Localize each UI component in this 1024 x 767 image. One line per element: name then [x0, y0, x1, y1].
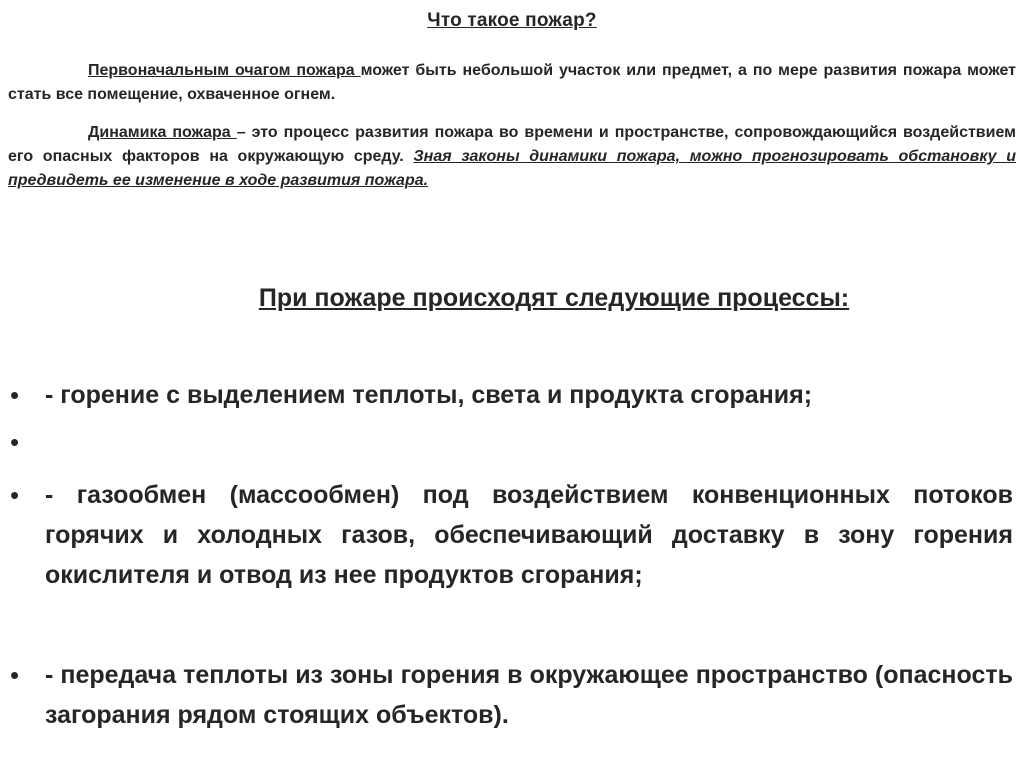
paragraph-fire-dynamics [8, 121, 1016, 193]
bullet-dot-icon: • [10, 480, 20, 510]
bullet-dot-icon: • [10, 660, 20, 690]
term-initial-fire-source: Первоначальным очагом пожара [88, 62, 361, 79]
slide-title: Что такое пожар? [427, 10, 597, 31]
bullet-dot-icon: • [10, 380, 20, 410]
paragraph-initial-fire-source [8, 59, 1016, 107]
processes-heading: При пожаре происходят следующие процессы: [258, 284, 850, 312]
definition-fire-dynamics: – это процесс развития пожара во времени и пространстве, сопровождающийся воздействием его опасных факторов на окружающую среду. [8, 124, 1016, 165]
term-fire-dynamics: Динамика пожара [88, 124, 237, 141]
list-item-text: - передача теплоты из зоны горения в окружающее пространство (опасность загорания рядом стоящих объектов). [45, 661, 1013, 729]
list-item-text: - газообмен (массообмен) под воздействием конвенционных потоков горячих и холодных газов, обеспечивающий доставку в зону горения окислителя и отвод из нее продуктов сгорания; [45, 481, 1013, 589]
emphasis-fire-dynamics: Зная законы динамики пожара, можно прогнозировать обстановку и предвидеть ее изменение в ходе развития пожара. [8, 148, 1017, 189]
bullet-dot-icon: • [10, 427, 20, 457]
definition-initial-fire-source: может быть небольшой участок или предмет, а по мере развития пожара может стать все помещение, охваченное огнем. [8, 62, 1016, 103]
list-item-text: - горение с выделением теплоты, света и продукта сгорания; [45, 381, 813, 409]
